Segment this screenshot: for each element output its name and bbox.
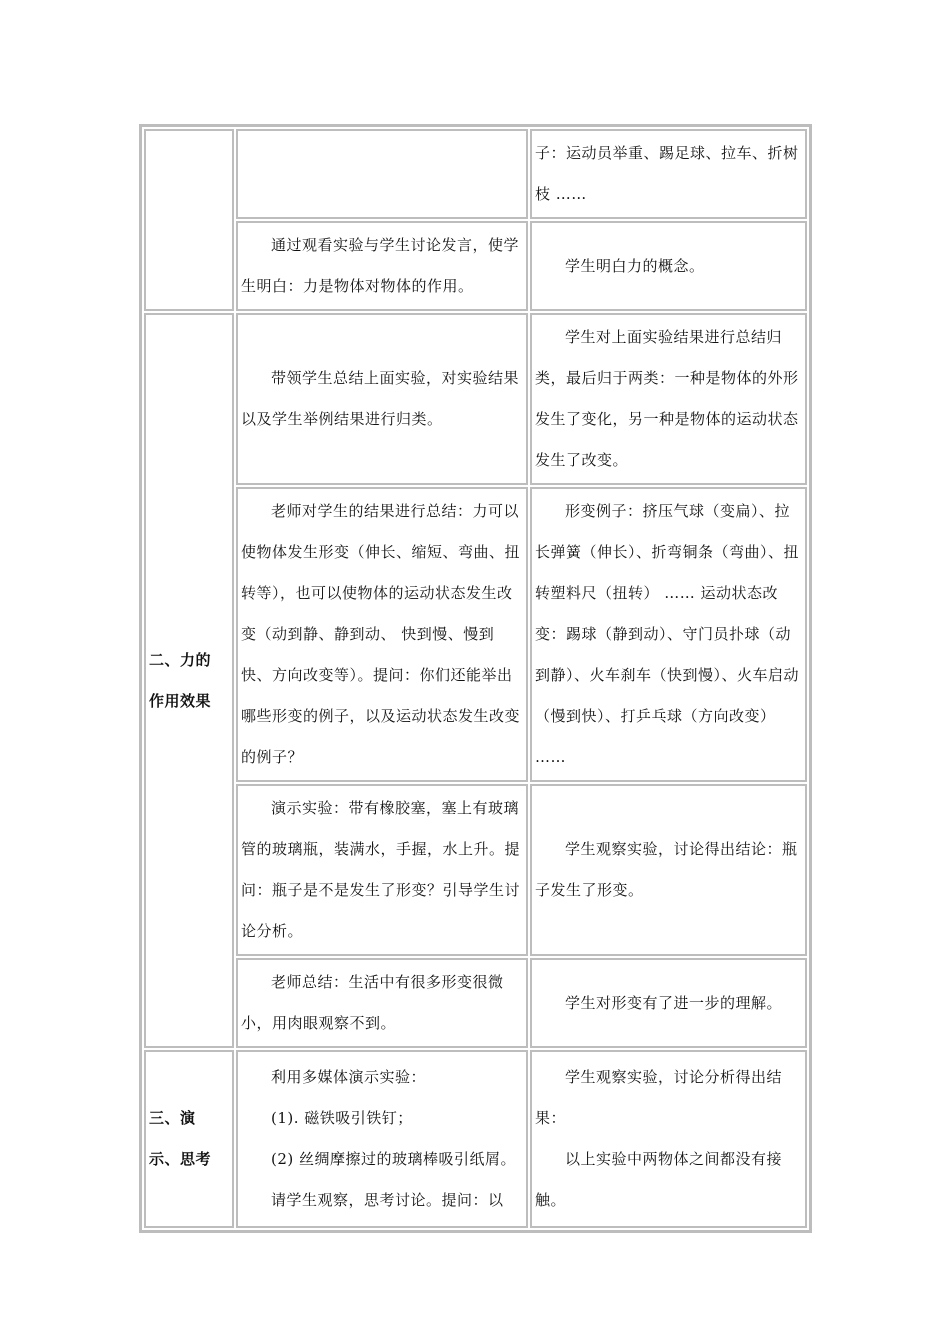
student-activity-text: 学生对形变有了进一步的理解。 — [565, 993, 783, 1012]
student-activity-cell — [530, 784, 807, 956]
teacher-activity-text: 带领学生总结上面实验，对实验结果以及学生举例结果进行归类。 — [241, 369, 520, 428]
table-row — [144, 1050, 807, 1228]
student-activity-cell — [530, 1050, 807, 1228]
teacher-activity-intro: 利用多媒体演示实验： — [271, 1068, 427, 1086]
teacher-activity-cell — [236, 221, 528, 311]
table-row — [144, 958, 807, 1048]
student-activity-text: 学生对上面实验结果进行总结归类，最后归于两类：一种是物体的外形发生了变化，另一种是物体的运动状态发生了改变。 — [535, 328, 799, 469]
table-row — [144, 487, 807, 782]
teacher-activity-text: 演示实验：带有橡胶塞，塞上有玻璃管的玻璃瓶，装满水，手握，水上升。提问：瓶子是不是发生了形变？引导学生讨论分析。 — [241, 799, 521, 940]
student-activity-text: 学生观察实验，讨论得出结论：瓶子发生了形变。 — [535, 840, 798, 899]
teacher-activity-cell — [236, 1050, 528, 1228]
table-row — [144, 221, 807, 311]
student-activity-cell — [530, 487, 807, 782]
teacher-activity-cell — [236, 784, 528, 956]
teacher-activity-text: 通过观看实验与学生讨论发言，使学生明白：力是物体对物体的作用。 — [241, 236, 520, 295]
student-activity-cell — [530, 958, 807, 1048]
student-activity-text: 子：运动员举重、踢足球、拉车、折树枝 …… — [535, 144, 799, 203]
teacher-activity-item-1: (1). 磁铁吸引铁钉； — [271, 1109, 413, 1127]
lesson-plan-table — [139, 124, 812, 1233]
student-activity-text: 学生观察实验，讨论分析得出结果： — [535, 1068, 783, 1127]
table-row — [144, 784, 807, 956]
teacher-activity-item-2: (2) 丝绸摩擦过的玻璃棒吸引纸屑。 — [271, 1150, 517, 1168]
teacher-activity-cell — [236, 313, 528, 485]
student-activity-text: 形变例子：挤压气球（变扁）、拉长弹簧（伸长）、折弯铜条（弯曲）、扭转塑料尺（扭转） …… 运动状态改变：踢球（静到动）、守门员扑球（动到静）、火车刹车（快到慢）、火车启动（慢到快）、打乒乓球（方向改变） …… — [535, 502, 800, 766]
student-activity-cell — [530, 221, 807, 311]
student-activity-text: 学生明白力的概念。 — [565, 256, 705, 275]
teacher-activity-cell — [236, 129, 528, 219]
stage-cell: 二、力的作用效果 — [144, 313, 234, 1048]
student-activity-cell — [530, 129, 807, 219]
stage-cell: 三、演示、思考 — [144, 1050, 234, 1228]
student-activity-conclusion: 以上实验中两物体之间都没有接触。 — [535, 1150, 783, 1209]
student-activity-cell — [530, 313, 807, 485]
table-row — [144, 129, 807, 219]
teacher-activity-text: 老师总结：生活中有很多形变很微小，用肉眼观察不到。 — [241, 973, 504, 1032]
teacher-activity-text: 老师对学生的结果进行总结：力可以使物体发生形变（伸长、缩短、弯曲、扭转等），也可以使物体的运动状态发生改变（动到静、静到动、 快到慢、慢到快、方向改变等）。提问：你们还能举出哪些形变的例子，以及运动状态发生改变的例子？ — [241, 502, 521, 766]
teacher-activity-cell — [236, 958, 528, 1048]
table-row — [144, 313, 807, 485]
teacher-activity-cell — [236, 487, 528, 782]
stage-cell-empty — [144, 129, 234, 311]
teacher-activity-question: 请学生观察，思考讨论。提问：以 — [271, 1191, 504, 1209]
